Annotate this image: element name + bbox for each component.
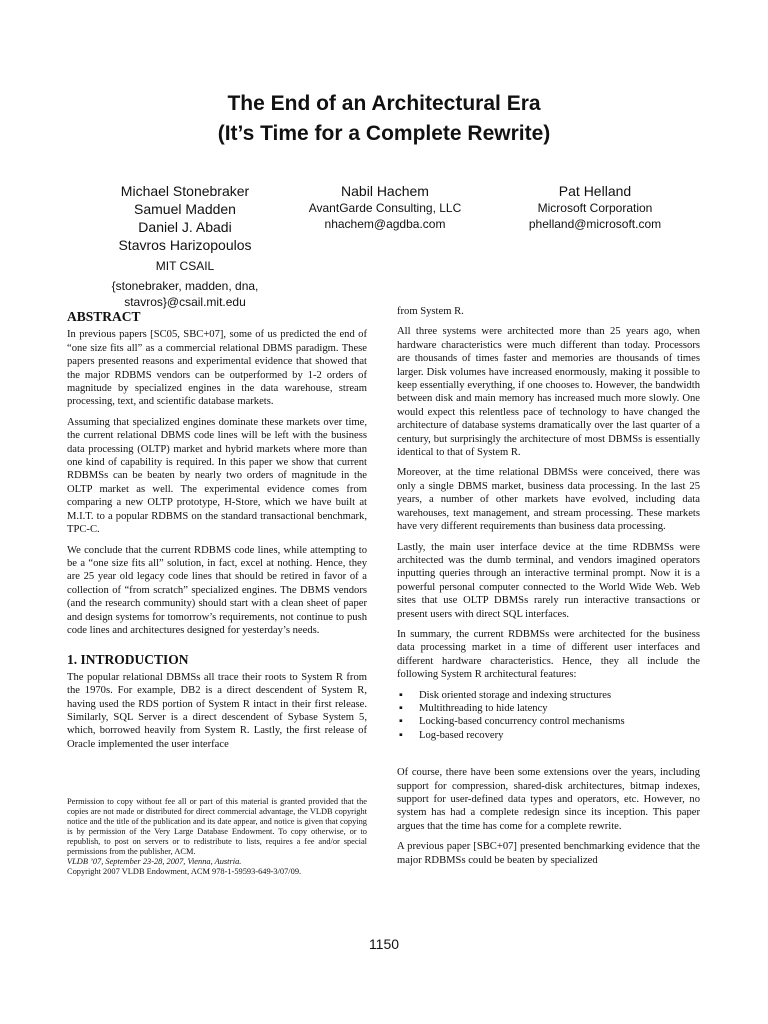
author-name: Samuel Madden [134, 201, 236, 217]
list-item [397, 715, 700, 728]
paper-title-line-1: The End of an Architectural Era [227, 92, 541, 115]
author-email: nhachem@agdba.com [324, 217, 446, 231]
author-affiliation: MIT CSAIL [155, 259, 215, 273]
author-name: Nabil Hachem [341, 183, 429, 199]
continuation-text: from System R. [397, 306, 464, 317]
body-paragraph: In summary, the current RDBMSs were architected for the business data processing market in a time of different user interfaces and different hardware characteristics. Hence, they all include the following System R architectural features: [397, 628, 700, 681]
body-paragraph: Of course, there have been some extensions over the years, including support for compression, shared-disk architectures, bitmap indexes, support for user-defined data types and operators, etc. However, no system has had a complete redesign since its inception. This paper argues that the time has come for a complete rewrite. [397, 767, 700, 832]
body-paragraph: A previous paper [SBC+07] presented benchmarking evidence that the major RDBMSs could be beaten by specialized [397, 841, 700, 866]
body-paragraph: Lastly, the main user interface device at the time RDBMSs were architected was the dumb terminal, and vendors imagined operators inputting queries through an interactive terminal prompt. Now it is a powerful personal computer connected to the World Wide Web. Web sites that use OLTP DBMSs rarely run interactive transactions or present users with direct SQL interfaces. [397, 541, 700, 620]
author-email: stavros}@csail.mit.edu [124, 295, 246, 309]
author-email: {stonebraker, madden, dna, [111, 279, 259, 293]
bullet-icon: ▪ [399, 729, 403, 741]
bullet-icon: ▪ [399, 689, 403, 701]
abstract-heading: ABSTRACT [67, 309, 141, 324]
author-affiliation: Microsoft Corporation [537, 201, 653, 215]
body-paragraph: Moreover, at the time relational DBMSs were conceived, there was only a single DBMS market, business data processing. In the last 25 years, a number of other markets have evolved, including data warehouses, text management, and stream processing. These markets have very different requirements than business data processing. [397, 467, 700, 533]
author-name: Michael Stonebraker [120, 183, 250, 199]
list-item [397, 729, 700, 742]
author-name: Pat Helland [558, 183, 632, 199]
list-item [397, 689, 700, 702]
list-item [397, 702, 700, 715]
introduction-heading: 1. INTRODUCTION [67, 652, 189, 668]
list-item-text: Locking-based concurrency control mechanisms [419, 716, 625, 728]
paper-title-line-2: (It’s Time for a Complete Rewrite) [217, 122, 551, 145]
copyright-line: Copyright 2007 VLDB Endowment, ACM 978-1-59593-649-3/07/09. [67, 867, 302, 876]
author-email: phelland@microsoft.com [528, 217, 662, 231]
list-item-text: Multithreading to hide latency [419, 702, 548, 714]
page-number: 1150 [368, 936, 400, 952]
bullet-icon: ▪ [399, 716, 403, 728]
permission-notice [67, 797, 367, 877]
abstract-paragraph: We conclude that the current RDBMS code lines, while attempting to be a “one size fits all” solution, in fact, excel at nothing. Hence, they are 25 year old legacy code lines that should be retired in favor of a collection of “from scratch” specialized engines. The DBMS vendors (and the research community) should start with a clean sheet of paper and design systems for tomorrow’s requirements, not continue to push code lines and architectures designed for yesterday’s needs. [67, 544, 367, 636]
list-item-text: Log-based recovery [419, 729, 504, 741]
author-name: Stavros Harizopoulos [118, 237, 252, 253]
bullet-icon: ▪ [399, 702, 403, 714]
left-column [67, 310, 367, 758]
author-name: Daniel J. Abadi [138, 219, 232, 235]
author-block-microsoft [470, 182, 720, 232]
architecture-feature-list [397, 689, 700, 743]
author-affiliation: AvantGarde Consulting, LLC [308, 201, 462, 215]
list-item-text: Disk oriented storage and indexing structures [419, 689, 612, 701]
permission-text: Permission to copy without fee all or part of this material is granted provided that the copies are not made or distributed for direct commercial advantage, the VLDB copyright notice and the title of the publication and its date appear, and notice is given that copying is by permission of the Very Large Database Endowment. To copy otherwise, or to republish, to post on servers or to redistribute to lists, requires a fee and/or special permissions from the publisher, ACM. [67, 797, 367, 856]
abstract-paragraph: Assuming that specialized engines dominate these markets over time, the current relational DBMS code lines will be left with the business data processing (OLTP) market and hybrid markets where more than one kind of capability is required. In this paper we show that current RDBMSs can be beaten by nearly two orders of magnitude in the OLTP market as well. The experimental evidence comes from comparing a new OLTP prototype, H-Store, which we have built at M.I.T. to a popular RDBMS on the standard transactional benchmark, TPC-C. [67, 416, 367, 536]
body-paragraph: All three systems were architected more than 25 years ago, when hardware characteristics were much different than today. Processors are thousands of times faster and memories are thousands of times larger. Disk volumes have increased enormously, making it possible to keep essentially everything, if one chooses to. However, the bandwidth between disk and main memory has increased much more slowly. One would expect this relentless pace of technology to have changed the architecture of database systems dramatically over the last quarter of a century, but surprisingly the architecture of most DBMSs is essentially identical to that of System R. [397, 326, 700, 459]
right-column [397, 305, 700, 874]
introduction-paragraph: The popular relational DBMSs all trace their roots to System R from the 1970s. For example, DB2 is a direct descendent of System R, having used the RDS portion of System R intact in their first release. Similarly, SQL Server is a direct descendent of Sybase System 5, which, borrowed heavily from System R. Lastly, the first release of Oracle implemented the user interface [67, 671, 367, 750]
abstract-paragraph: In previous papers [SC05, SBC+07], some of us predicted the end of “one size fits all” as a commercial relational DBMS paradigm. These papers presented reasons and experimental evidence that showed that the major RDBMS vendors can be outperformed by 1-2 orders of magnitude by specialized engines in the data warehouse, stream processing, text, and scientific database markets. [67, 329, 367, 408]
venue-line: VLDB ’07, September 23-28, 2007, Vienna, Austria. [67, 857, 242, 866]
